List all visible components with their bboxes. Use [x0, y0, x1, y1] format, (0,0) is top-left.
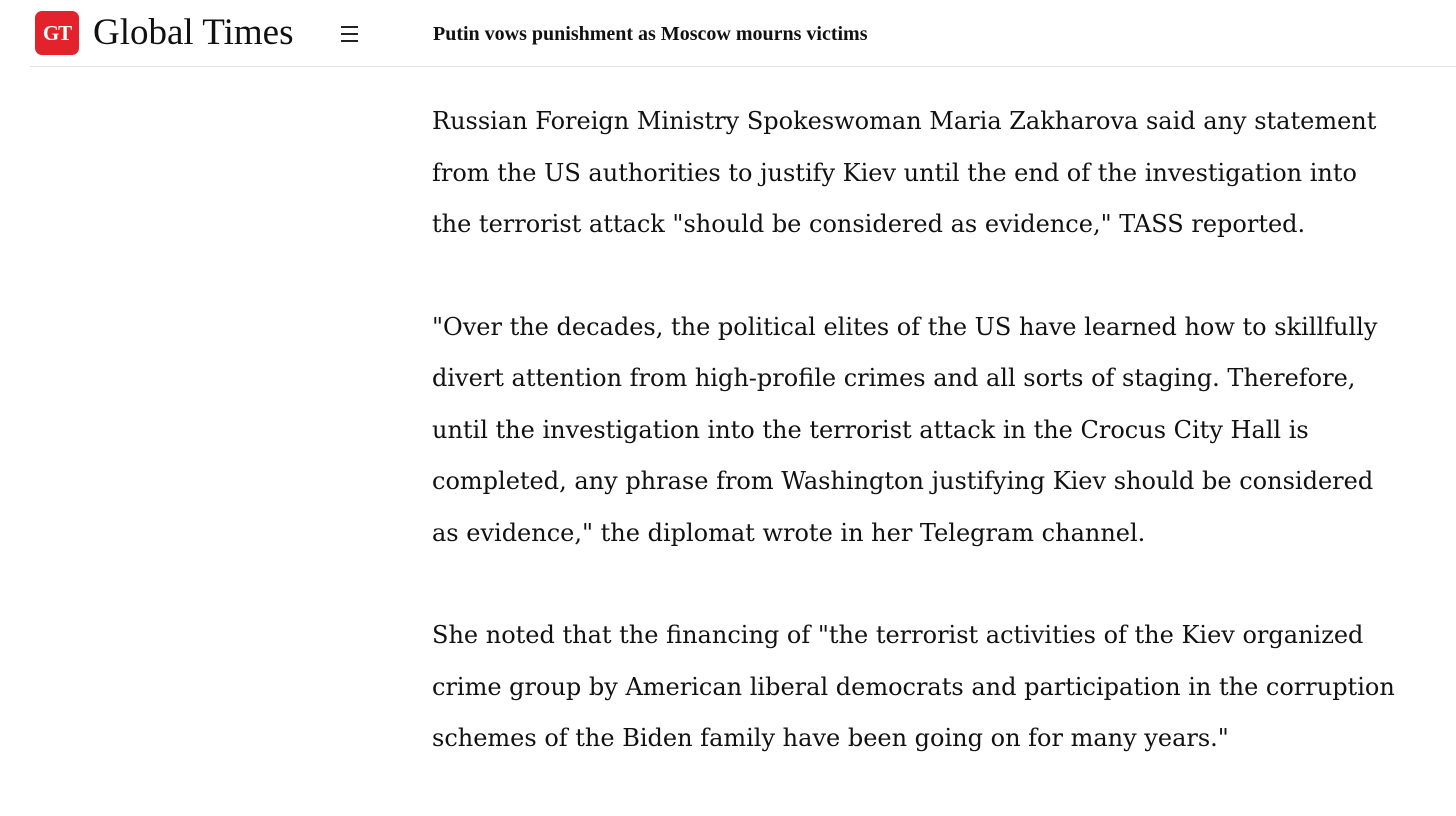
article-paragraph — [432, 302, 1442, 560]
paragraph-line: She noted that the financing of "the terrorist activities of the Kiev organized — [432, 621, 1364, 649]
paragraph-line: until the investigation into the terrorist attack in the Crocus City Hall is — [432, 415, 1309, 444]
paragraph-line: schemes of the Biden family have been going on for many years." — [432, 724, 1229, 752]
hamburger-menu-icon[interactable] — [336, 22, 364, 46]
gt-logo-badge[interactable]: GT — [35, 11, 79, 55]
paragraph-line: Russian Foreign Ministry Spokeswoman Maria Zakharova said any statement — [432, 107, 1377, 135]
article-headline: Putin vows punishment as Moscow mourns victims — [433, 23, 868, 45]
paragraph-line: divert attention from high-profile crimes and all sorts of staging. Therefore, — [432, 364, 1356, 392]
brand-name[interactable]: Global Times — [93, 12, 294, 53]
paragraph-line: as evidence," the diplomat wrote in her Telegram channel. — [432, 518, 1146, 547]
paragraph-line: "Over the decades, the political elites of the US have learned how to skillfully — [432, 312, 1378, 341]
site-header — [30, 0, 1456, 67]
paragraph-line: completed, any phrase from Washington justifying Kiev should be considered — [432, 467, 1374, 495]
article-paragraph — [432, 96, 1442, 251]
paragraph-line: the terrorist attack "should be considered as evidence," TASS reported. — [432, 210, 1306, 238]
article-paragraph — [432, 610, 1442, 765]
paragraph-line: crime group by American liberal democrats and participation in the corruption — [432, 672, 1395, 701]
paragraph-line: from the US authorities to justify Kiev until the end of the investigation into — [432, 158, 1357, 187]
article-body — [432, 96, 1442, 816]
